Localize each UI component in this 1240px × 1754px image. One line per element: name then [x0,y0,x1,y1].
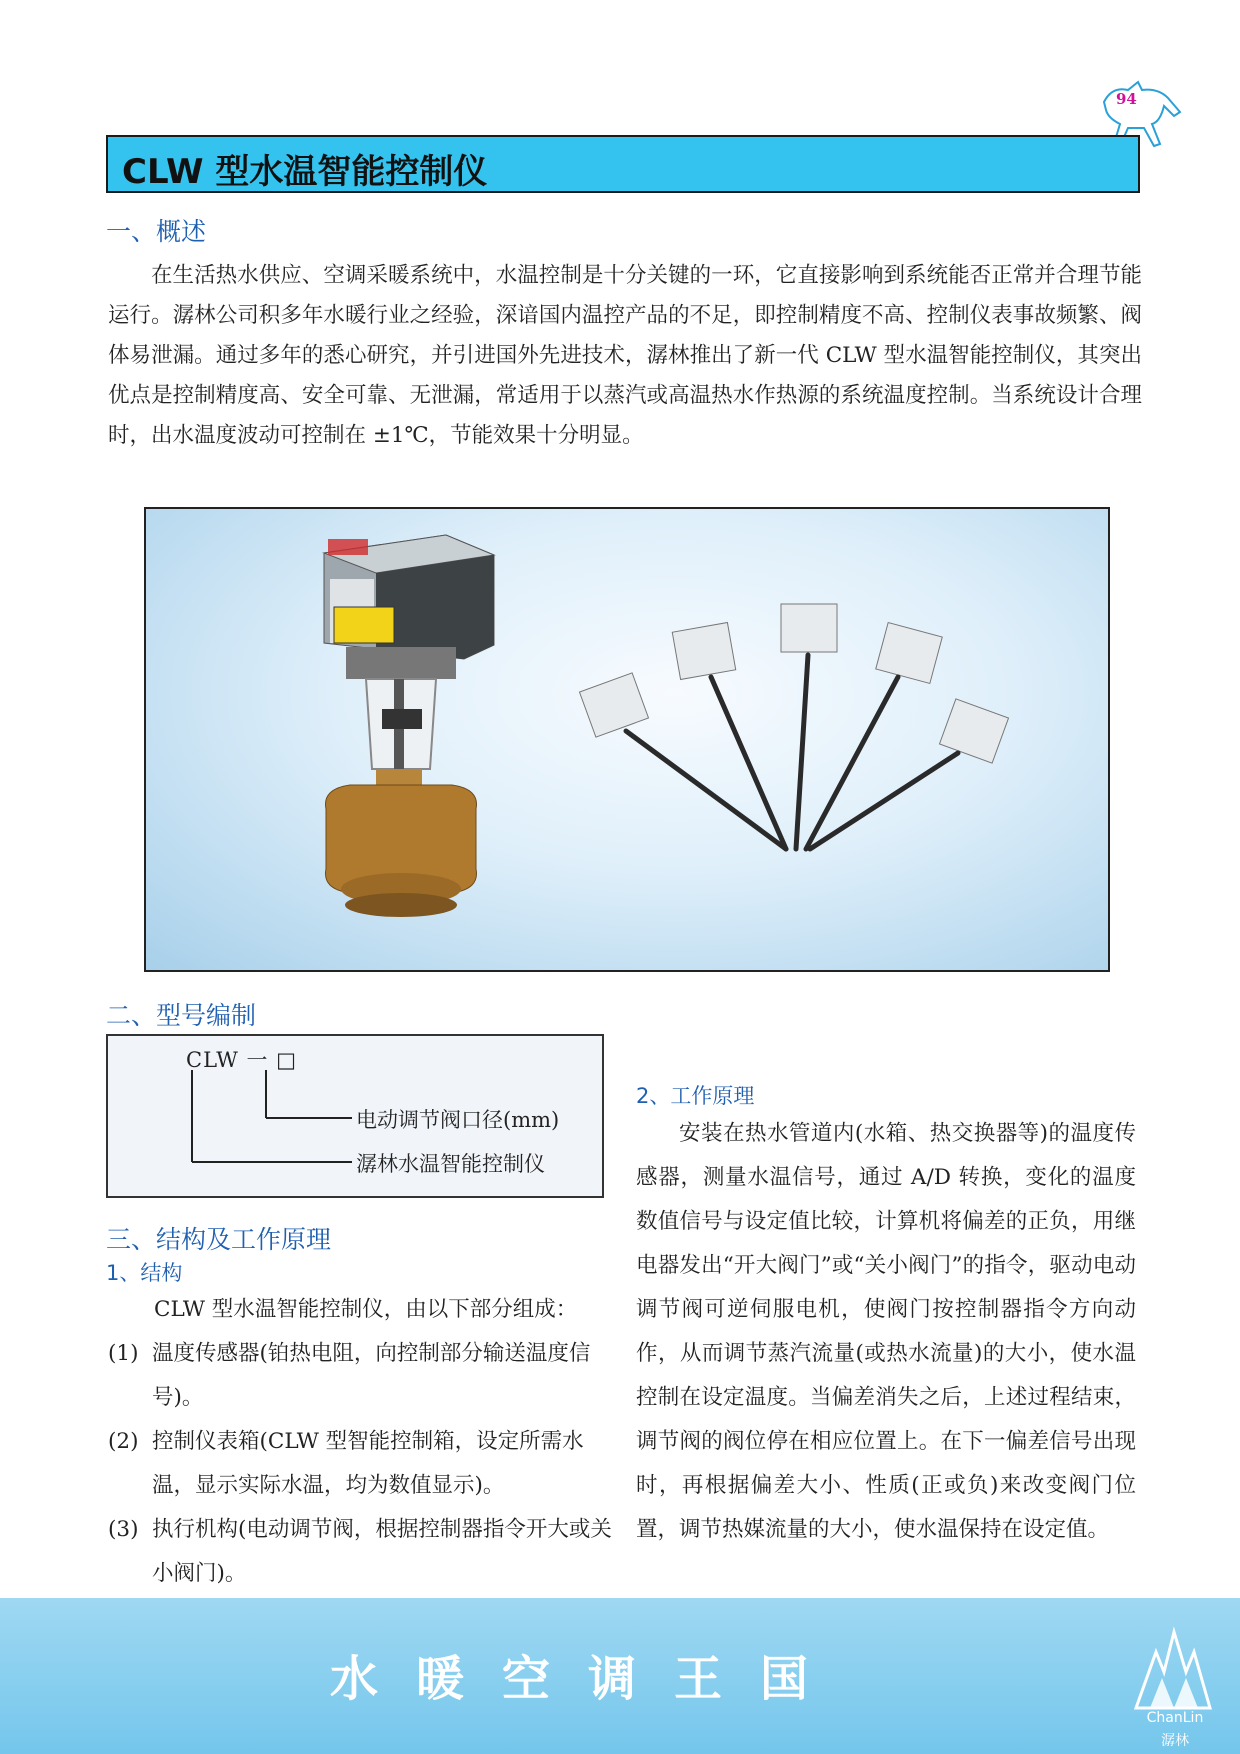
list-item-text: 执行机构(电动调节阀，根据控制器指令开大或关小阀门)。 [152,1517,612,1586]
chanlin-logo-icon [1130,1612,1214,1722]
principle-paragraph: 安装在热水管道内(水箱、热交换器等)的温度传感器，测量水温信号，通过 A/D 转换，变化的温度数值信号与设定值比较，计算机将偏差的正负，用继电器发出“开大阀门”或“关小阀门”的指令，驱动电动调节阀可逆伺服电机，使阀门按控制器指令方向动作，从而调节蒸汽流量(或热水流量)的大小，使水温控制在设定温度。当偏差消失之后，上述过程结束，调节阀的阀位停在相应位置上。在下一偏差信号出现时，再根据偏差大小、性质(正或负)来改变阀门位置，调节热媒流量的大小，使水温保持在设定值。 [636,1121,1136,1542]
principle-subheading: 2、工作原理 [636,1084,755,1108]
footer-brand-en: ChanLin [1146,1710,1204,1726]
structure-heading: 三、结构及工作原理 [106,1225,332,1254]
page-title: CLW 型水温智能控制仪 [122,152,488,192]
list-item-text: 控制仪表箱(CLW 型智能控制箱，设定所需水温，显示实际水温，均为数值显示)。 [152,1429,584,1498]
model-code: CLW 一 □ [186,1048,297,1072]
footer-brand-cn: 潺林 [1161,1733,1189,1749]
product-illustration [146,509,1110,972]
list-item-number: (3) [108,1517,139,1542]
overview-heading: 一、概述 [106,217,207,246]
footer-slogan: 水暖空调王国 [330,1651,847,1707]
footer-banner [0,1598,1240,1754]
structure-intro: CLW 型水温智能控制仪，由以下部分组成： [154,1297,578,1322]
model-heading: 二、型号编制 [106,1001,257,1030]
list-item-text: 温度传感器(铂热电阻，向控制部分输送温度信号)。 [152,1341,591,1410]
overview-paragraph: 在生活热水供应、空调采暖系统中，水温控制是十分关键的一环，它直接影响到系统能否正常并合理节能运行。潺林公司积多年水暖行业之经验，深谙国内温控产品的不足，即控制精度不高、控制仪表事故频繁、阀体易泄漏。通过多年的悉心研究，并引进国外先进技术，潺林推出了新一代 CLW 型水温智能控制仪，其突出优点是控制精度高、安全可靠、无泄漏，常适用于以蒸汽或高温热水作热源的系统温度控制。当系统设计合理时，出水温度波动可控制在 ±1℃，节能效果十分明显。 [108,263,1142,448]
title-bar [106,135,1140,193]
temperature-sensor-icon [579,604,1008,763]
list-item-number: (2) [108,1429,139,1454]
model-code-box [106,1034,604,1198]
page-number: 94 [1116,90,1137,108]
structure-subheading: 1、结构 [106,1261,183,1285]
product-photo [144,507,1110,972]
label-valve-diameter: 电动调节阀口径(mm) [356,1108,560,1132]
label-product-name: 潺林水温智能控制仪 [356,1152,545,1176]
electric-actuator-icon [324,535,494,917]
list-item-number: (1) [108,1341,139,1366]
